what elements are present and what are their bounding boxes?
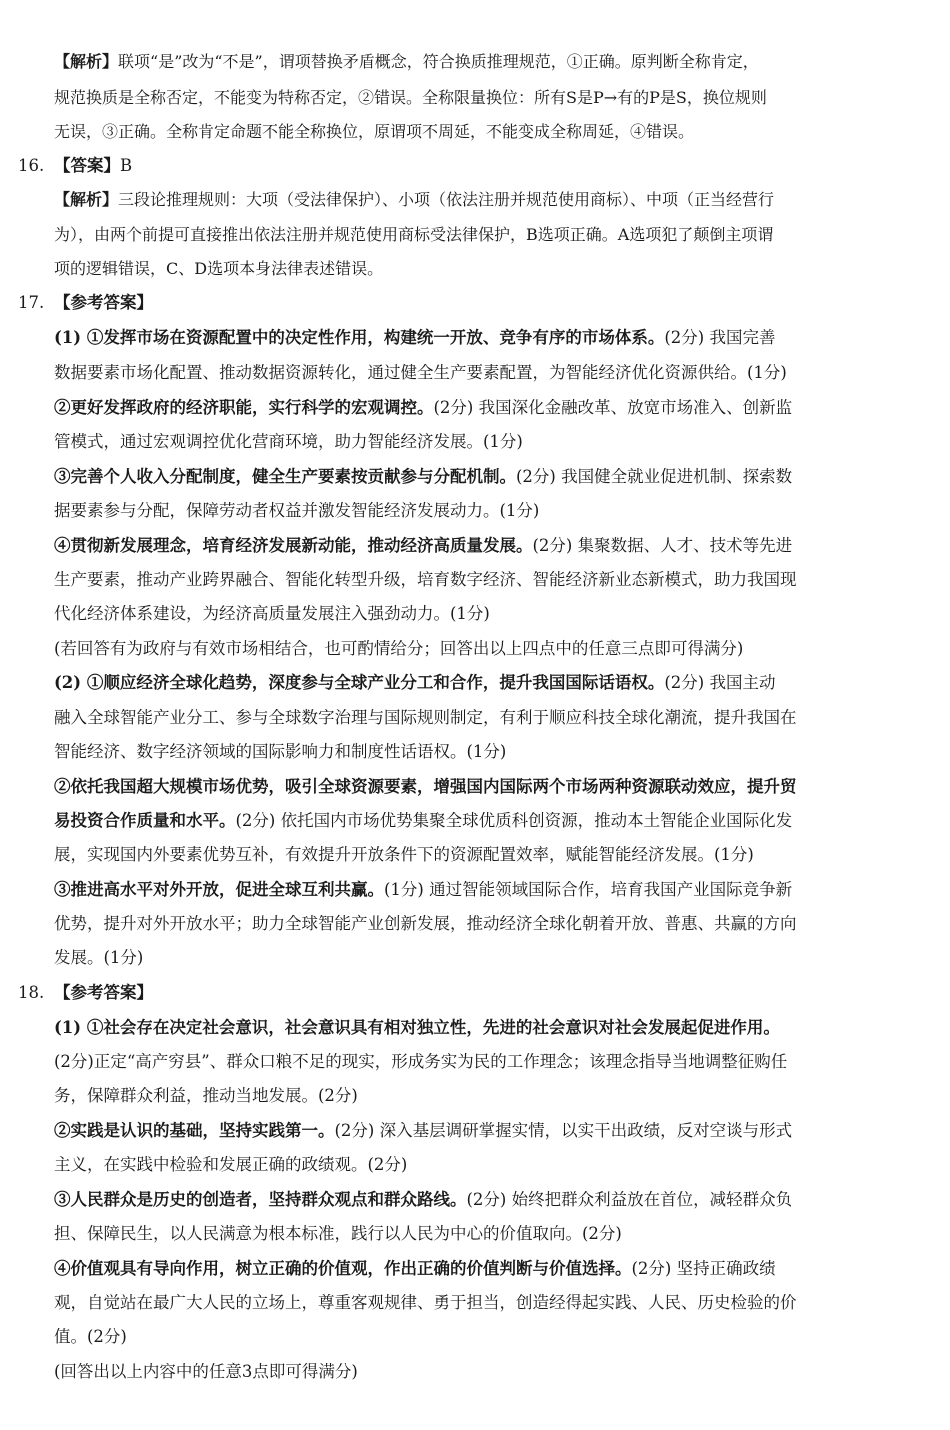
q15-analysis-line-2: 规范换质是全称否定，不能变为特称否定，②错误。全称限量换位：所有S是P→有的P是S，换位规则 <box>54 88 767 107</box>
q16-analysis-line-2: 为），由两个前提可直接推出依法注册并规范使用商标受法律保护，B选项正确。A选项犯了颠倒主项谓 <box>54 225 774 244</box>
q15-analysis-line-1: 【解析】联项“是”改为“不是”，谓项替换矛盾概念，符合换质推理规范，①正确。原判断全称肯定， <box>54 52 759 71</box>
q17-p5-line-3: 智能经济、数字经济领域的国际影响力和制度性话语权。(1分) <box>54 742 507 761</box>
q18-p3-line-2: 担、保障民生，以人民满意为根本标准，践行以人民为中心的价值取向。(2分) <box>54 1224 622 1243</box>
q17-p1-line-2: 数据要素市场化配置、推动数据资源转化，通过健全生产要素配置，为智能经济优化资源供给。(1分) <box>54 363 787 382</box>
q16-number: 16. <box>18 156 45 175</box>
q18-p1-line-3: 务，保障群众利益，推动当地发展。(2分) <box>54 1086 358 1105</box>
q18-reference-answer-label: 【参考答案】 <box>54 983 153 1002</box>
q17-reference-answer-label: 【参考答案】 <box>54 293 153 312</box>
q17-p5-line-2: 融入全球智能产业分工、参与全球数字治理与国际规则制定，有利于顺应科技全球化潮流，提升我国在 <box>54 708 797 727</box>
q15-analysis-line-3: 无误，③正确。全称肯定命题不能全称换位，原谓项不周延，不能变成全称周延，④错误。 <box>54 122 695 141</box>
q17-p7-line-1: ③推进高水平对外开放，促进全球互利共赢。(1分) 通过智能领域国际合作，培育我国产业国际竞争新 <box>54 880 793 899</box>
q18-p4-line-3: 值。(2分) <box>54 1327 127 1346</box>
q18-p2-line-1: ②实践是认识的基础，坚持实践第一。(2分) 深入基层调研掌握实情，以实干出政绩，反对空谈与形式 <box>54 1121 793 1140</box>
q17-p4-line-2: 生产要素，推动产业跨界融合、智能化转型升级，培育数字经济、智能经济新业态新模式，助力我国现 <box>54 570 797 589</box>
q18-number: 18. <box>18 983 45 1002</box>
q16-analysis-line-1: 【解析】三段论推理规则：大项（受法律保护）、小项（依法注册并规范使用商标）、中项（正当经营行 <box>54 190 775 209</box>
q17-note: (若回答有为政府与有效市场相结合，也可酌情给分；回答出以上四点中的任意三点即可得满分) <box>54 639 744 658</box>
q17-p4-line-3: 代化经济体系建设，为经济高质量发展注入强劲动力。(1分) <box>54 604 490 623</box>
q16-analysis-line-3: 项的逻辑错误，C、D选项本身法律表述错误。 <box>54 259 384 278</box>
q17-p2-line-2: 管模式，通过宏观调控优化营商环境，助力智能经济发展。(1分) <box>54 432 523 451</box>
q17-p4-line-1: ④贯彻新发展理念，培育经济发展新动能，推动经济高质量发展。(2分) 集聚数据、人才、技术等先进 <box>54 536 793 555</box>
q18-p4-line-2: 观，自觉站在最广大人民的立场上，尊重客观规律、勇于担当，创造经得起实践、人民、历史检验的价 <box>54 1293 797 1312</box>
q16-answer-line <box>54 154 934 178</box>
q17-p2-line-1: ②更好发挥政府的经济职能，实行科学的宏观调控。(2分) 我国深化金融改革、放宽市场准入、创新监 <box>54 398 793 417</box>
q16-answer-value: B <box>120 156 133 175</box>
q16-answer-label: 【答案】 <box>54 156 120 175</box>
q18-p1-line-1: (1) ①社会存在决定社会意识，社会意识具有相对独立性，先进的社会意识对社会发展起促进作用。 <box>54 1018 780 1037</box>
q17-p6-line-2: 易投资合作质量和水平。(2分) 依托国内市场优势集聚全球优质科创资源，推动本土智能企业国际化发 <box>54 811 793 830</box>
q17-p3-line-1: ③完善个人收入分配制度，健全生产要素按贡献参与分配机制。(2分) 我国健全就业促进机制、探索数 <box>54 467 793 486</box>
q17-p7-line-3: 发展。(1分) <box>54 948 144 967</box>
q18-p2-line-2: 主义，在实践中检验和发展正确的政绩观。(2分) <box>54 1155 408 1174</box>
q18-p3-line-1: ③人民群众是历史的创造者，坚持群众观点和群众路线。(2分) 始终把群众利益放在首位，减轻群众负 <box>54 1190 793 1209</box>
q18-p1-line-2: (2分)正定“高产穷县”、群众口粮不足的现实，形成务实为民的工作理念；该理念指导当地调整征购任 <box>54 1052 788 1071</box>
q17-p7-line-2: 优势，提升对外开放水平；助力全球智能产业创新发展，推动经济全球化朝着开放、普惠、共赢的方向 <box>54 914 797 933</box>
q18-note: (回答出以上内容中的任意3点即可得满分) <box>54 1362 358 1381</box>
q17-number: 17. <box>18 293 45 312</box>
q17-p1-line-1: (1) ①发挥市场在资源配置中的决定性作用，构建统一开放、竞争有序的市场体系。(2分) 我国完善 <box>54 328 776 347</box>
q18-p4-line-1: ④价值观具有导向作用，树立正确的价值观，作出正确的价值判断与价值选择。(2分) 坚持正确政绩 <box>54 1259 776 1278</box>
q17-p3-line-2: 据要素参与分配，保障劳动者权益并激发智能经济发展动力。(1分) <box>54 501 540 520</box>
q16-analysis-label: 【解析】 <box>54 190 119 209</box>
q15-analysis-label: 【解析】 <box>54 52 119 71</box>
q17-p5-line-1: (2) ①顺应经济全球化趋势，深度参与全球产业分工和合作，提升我国国际话语权。(2分) 我国主动 <box>54 673 776 692</box>
q17-p6-line-3: 展，实现国内外要素优势互补，有效提升开放条件下的资源配置效率，赋能智能经济发展。(1分) <box>54 845 754 864</box>
q17-p6-line-1: ②依托我国超大规模市场优势，吸引全球资源要素，增强国内国际两个市场两种资源联动效应，提升贸 <box>54 777 797 796</box>
